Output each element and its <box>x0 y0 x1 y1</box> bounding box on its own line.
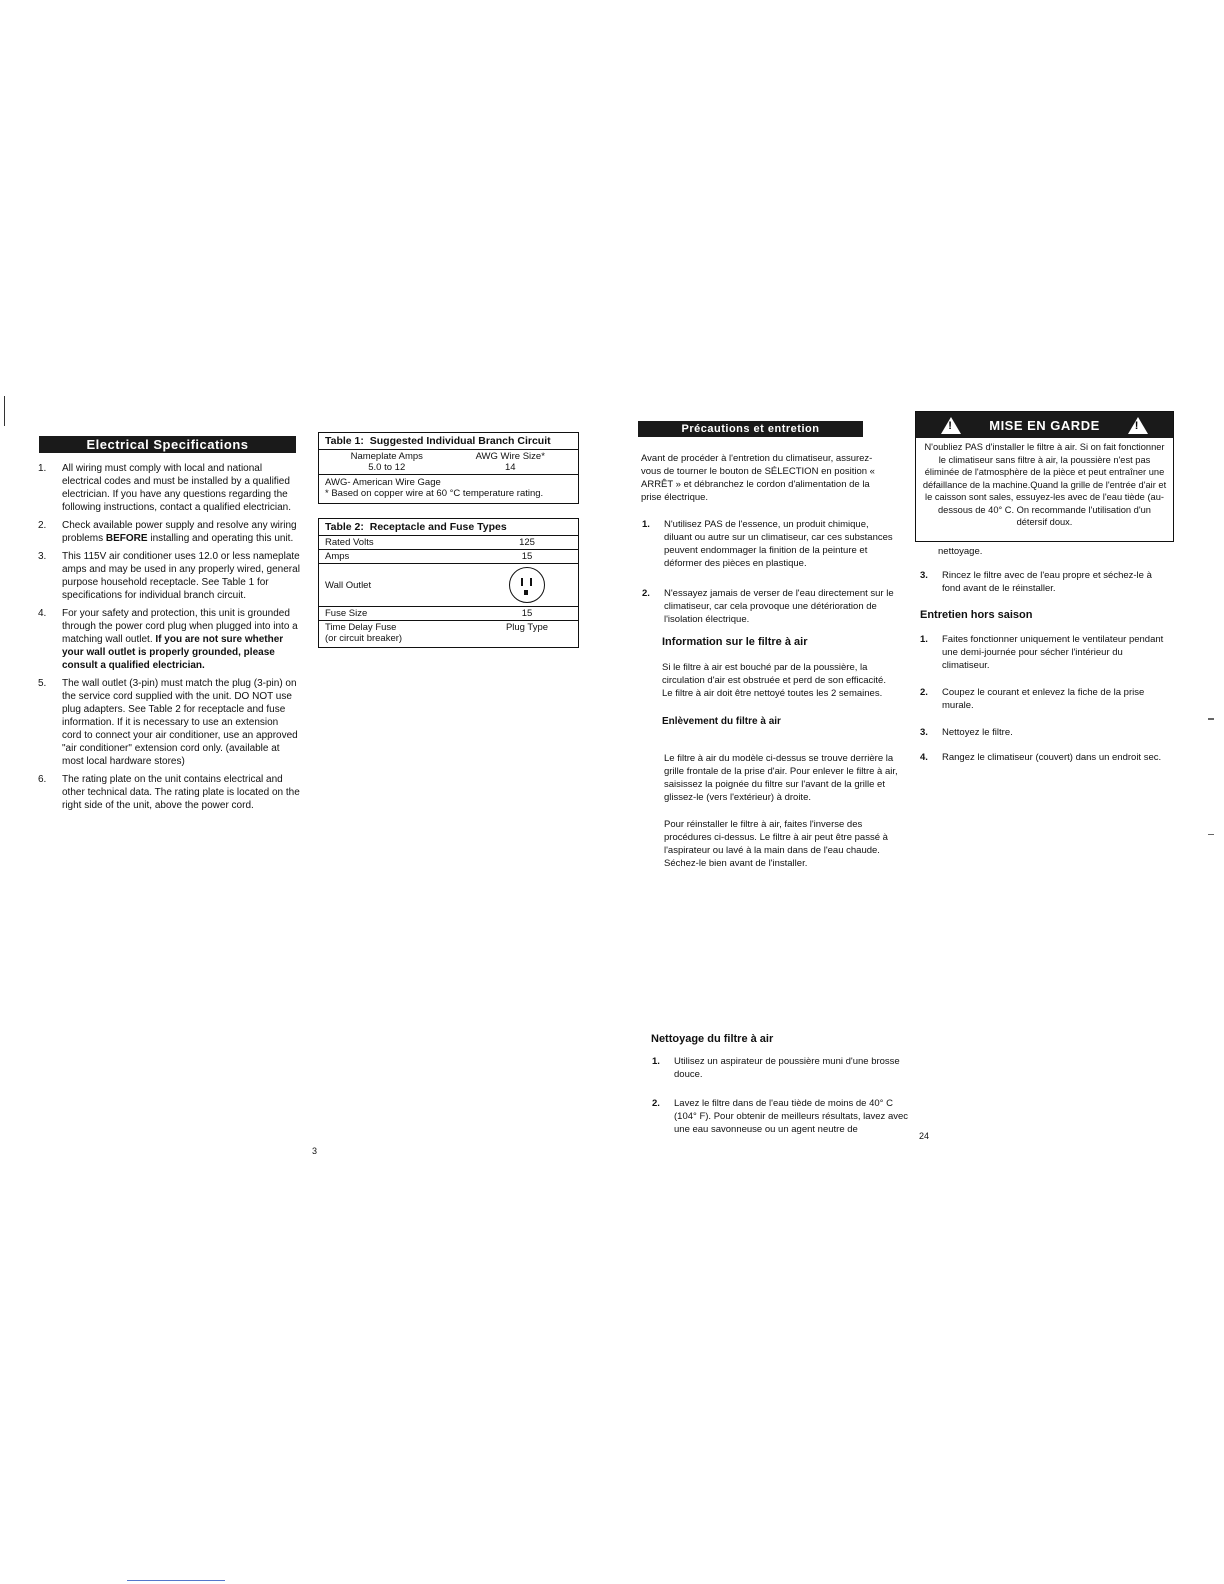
list-item: 5. The wall outlet (3-pin) must match the plug (3-pin) on the service cord supplied with the unit. DO NOT use plug adapters. See Table 2 for receptacle and fuse information. If it is necessary to use an extension cord to connect your air conditioner, use an approved "air conditioner" extension cord only. (available at most local hardware stores) <box>38 678 298 767</box>
warning-text: N'oubliez PAS d'installer le filtre à air. Si on fait fonctionner le climatiseur sans filtre à air, la poussière n'est pas éliminée de l'atmosphère de la pièce et peut entraîner une défaillance de la machine.Quand la grille de l'entrée d'air et le caisson sont sales, essuyez-les avec de l'eau tiède (au-dessous de 40° C. On recommande l'utilisation d'un détersif doux. <box>922 442 1167 527</box>
table-1-col1-header: Nameplate Amps <box>350 451 423 462</box>
list-item: 1. All wiring must comply with local and national electrical codes and must be installed by a qualified electrician. If you have any questions regarding the following instructions, contact a qualified electrician. <box>38 463 292 513</box>
cleaning-continued-list <box>920 569 1168 595</box>
warning-box <box>915 411 1174 542</box>
table-2 <box>318 518 579 648</box>
table-1-title: Table 1: Suggested Individual Branch Circuit <box>319 433 578 450</box>
scan-mark <box>127 1580 225 1581</box>
page-number: 24 <box>919 1131 930 1141</box>
wall-outlet-icon <box>509 567 545 603</box>
filter-info-text: Si le filtre à air est bouché par de la poussière, la circulation d'air est obstruée et perd de son efficacité. Le filtre à air doit être nettoyé toutes les 2 semaines. <box>662 662 886 699</box>
list-item: 1. Faites fonctionner uniquement le ventilateur pendant une demi-journée pour sécher l'intérieur du climatiseur. <box>920 634 1164 671</box>
scan-mark <box>1208 718 1214 720</box>
warning-icon: ! <box>1128 417 1148 434</box>
list-item: 1. N'utilisez PAS de l'essence, un produit chimique, diluant ou autre sur un climatiseur, car ces substances peuvent endommager la finition de la peinture et déformer des pièces en plastique. <box>642 519 893 569</box>
filter-cleaning-title: Nettoyage du filtre à air <box>651 1033 774 1045</box>
page-number: 3 <box>312 1146 318 1156</box>
continued-text: nettoyage. <box>938 546 983 557</box>
precautions-intro: Avant de procéder à l'entretion du climatiseur, assurez-vous de tourner le bouton de SÉLECTION en position « ARRÊT » et débranchez le cordon d'alimentation de la prise électrique. <box>641 453 875 503</box>
table-1-note: * Based on copper wire at 60 °C temperature rating. <box>325 488 544 499</box>
table-2-title: Table 2: Receptacle and Fuse Types <box>319 519 578 536</box>
precautions-header: Précautions et entretion <box>638 421 863 437</box>
filter-info-title: Information sur le filtre à air <box>662 636 808 648</box>
list-item: 4. For your safety and protection, this unit is grounded through the power cord plug when plugged into into a matching wall outlet. If you are not sure whether your wall outlet is properly grounded, please consult a qualified electrician. <box>38 608 298 671</box>
table-1-col1-value: 5.0 to 12 <box>368 462 406 473</box>
list-item: 3. Nettoyez le filtre. <box>920 727 1013 738</box>
table-1-col2-header: AWG Wire Size* <box>475 451 545 462</box>
electrical-specs-list <box>38 462 300 817</box>
table-1 <box>318 432 579 504</box>
warning-icon: ! <box>941 417 961 434</box>
table-1-note: AWG- American Wire Gage <box>325 477 441 488</box>
table-1-col2-value: 14 <box>504 462 516 473</box>
list-item: 2. N'essayez jamais de verser de l'eau directement sur le climatiseur, car cela provoque une détérioration de l'isolation électrique. <box>642 588 894 625</box>
warning-header: ! MISE EN GARDE ! <box>916 412 1173 438</box>
filter-removal-title: Enlèvement du filtre à air <box>662 716 781 727</box>
list-item: 4. Rangez le climatiseur (couvert) dans un endroit sec. <box>920 752 1162 763</box>
list-item: 6. The rating plate on the unit contains electrical and other technical data. The rating plate is located on the right side of the unit, above the power cord. <box>38 774 300 811</box>
offseason-list <box>920 633 1170 764</box>
margin-line <box>4 396 5 426</box>
table-row: Amps 15 <box>319 550 578 564</box>
filter-reinstall-text: Pour réinstaller le filtre à air, faites l'inverse des procédures ci-dessus. Le filtre à air peut être passé à l'aspirateur ou lavé à la main dans de l'eau chaude. Séchez-le bien avant de l'installer. <box>664 819 888 869</box>
list-item: 2. Lavez le filtre dans de l'eau tiède de moins de 40° C (104° F). Pour obtenir de meilleurs résultats, lavez avec une eau savonneuse ou un agent neutre de <box>652 1098 909 1135</box>
electrical-specs-header: Electrical Specifications <box>39 436 296 453</box>
scan-mark <box>1208 834 1214 835</box>
table-row: Time Delay Fuse (or circuit breaker) Plug Type <box>325 622 549 644</box>
list-item: 1. Utilisez un aspirateur de poussière muni d'une brosse douce. <box>652 1056 900 1080</box>
precautions-list <box>642 518 894 626</box>
list-item: 2. Coupez le courant et enlevez la fiche de la prise murale. <box>920 687 1145 711</box>
filter-removal-text: Le filtre à air du modèle ci-dessus se trouve derrière la grille frontale de la prise d'air. Pour enlever le filtre à air, saisissez la poignée du filtre sur l'avant de la grille et glissez-le (vers l'extérieur) à droite. <box>664 753 898 803</box>
filter-cleaning-list <box>652 1055 908 1136</box>
list-item: 2. Check available power supply and resolve any wiring problems BEFORE installing and operating this unit. <box>38 520 297 544</box>
list-item: 3. This 115V air conditioner uses 12.0 or less nameplate amps and may be used in any properly wired, general purpose household receptacle. See Table 1 for specifications for individual branch circuit. <box>38 551 300 601</box>
table-row: Rated Volts 125 <box>319 536 578 550</box>
table-row: Fuse Size 15 <box>319 607 578 621</box>
offseason-title: Entretien hors saison <box>920 609 1033 621</box>
list-item: 3. Rincez le filtre avec de l'eau propre et séchez-le à fond avant de le réinstaller. <box>920 570 1152 594</box>
table-row: Wall Outlet <box>319 564 578 607</box>
